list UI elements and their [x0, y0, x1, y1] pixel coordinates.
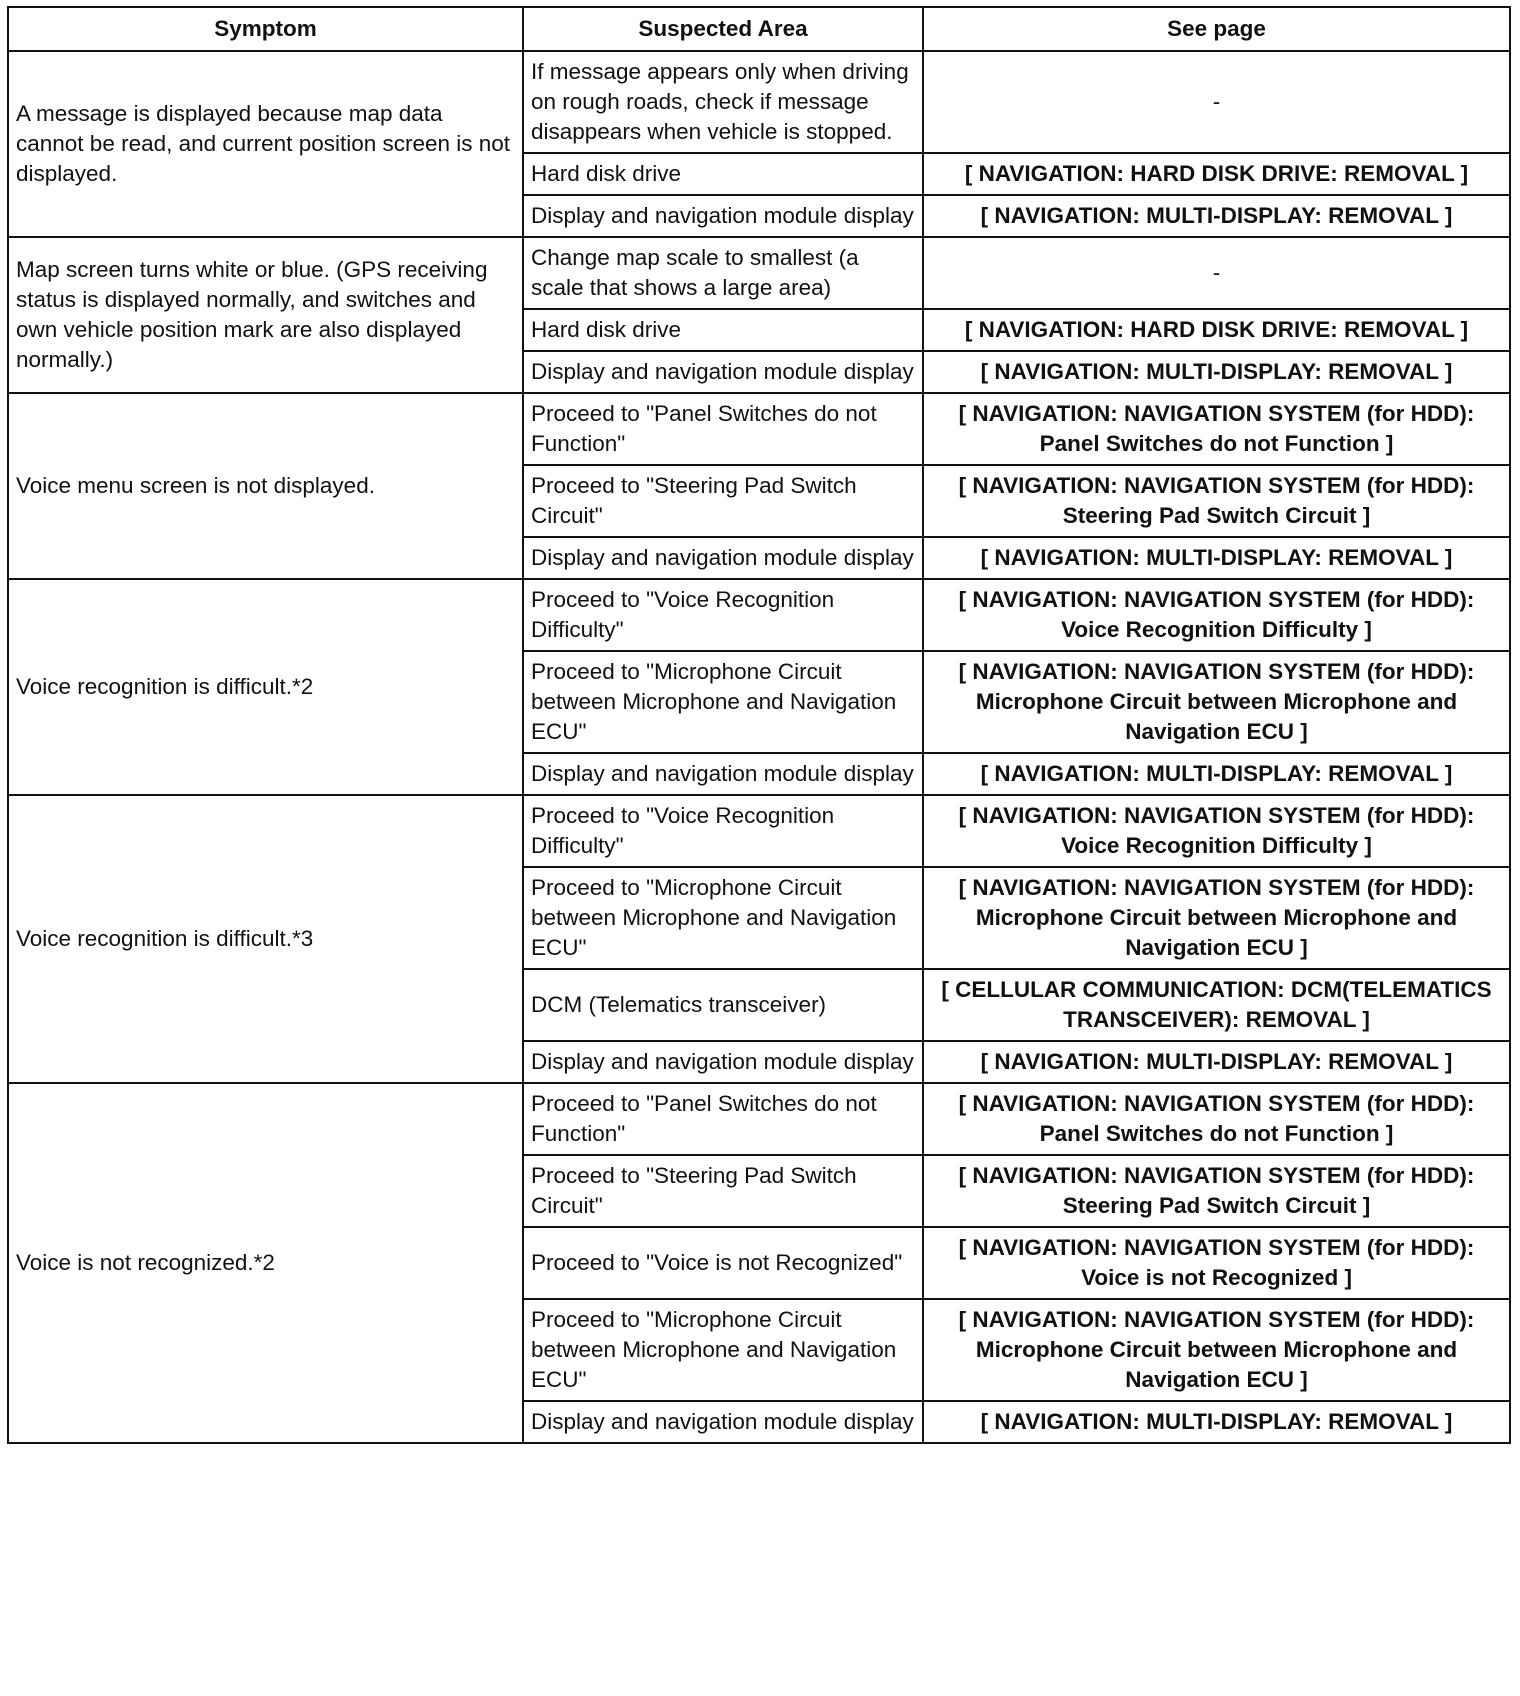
header-see-page: See page [923, 7, 1510, 51]
suspected-area-cell: Display and navigation module display [523, 1041, 923, 1083]
table-row [8, 393, 1510, 465]
table-row [8, 237, 1510, 309]
see-page-cell: [ NAVIGATION: NAVIGATION SYSTEM (for HDD): Microphone Circuit between Microphone and Navigation ECU ] [923, 867, 1510, 969]
suspected-area-cell: DCM (Telematics transceiver) [523, 969, 923, 1041]
suspected-area-cell: Proceed to "Microphone Circuit between Microphone and Navigation ECU" [523, 1299, 923, 1401]
suspected-area-cell: Proceed to "Voice Recognition Difficulty" [523, 579, 923, 651]
symptom-cell: Voice recognition is difficult.*3 [8, 795, 523, 1083]
see-page-cell: [ NAVIGATION: NAVIGATION SYSTEM (for HDD): Panel Switches do not Function ] [923, 393, 1510, 465]
see-page-cell: [ NAVIGATION: HARD DISK DRIVE: REMOVAL ] [923, 309, 1510, 351]
suspected-area-cell: Proceed to "Voice Recognition Difficulty" [523, 795, 923, 867]
table-row [8, 51, 1510, 153]
see-page-cell: [ NAVIGATION: MULTI-DISPLAY: REMOVAL ] [923, 753, 1510, 795]
suspected-area-cell: Proceed to "Microphone Circuit between Microphone and Navigation ECU" [523, 867, 923, 969]
see-page-cell: - [923, 237, 1510, 309]
see-page-cell: [ NAVIGATION: NAVIGATION SYSTEM (for HDD): Steering Pad Switch Circuit ] [923, 465, 1510, 537]
suspected-area-cell: Display and navigation module display [523, 537, 923, 579]
see-page-cell: [ NAVIGATION: NAVIGATION SYSTEM (for HDD): Microphone Circuit between Microphone and Navigation ECU ] [923, 651, 1510, 753]
symptom-cell: Voice recognition is difficult.*2 [8, 579, 523, 795]
table-row [8, 1083, 1510, 1155]
symptom-cell: A message is displayed because map data cannot be read, and current position screen is not displayed. [8, 51, 523, 237]
suspected-area-cell: Proceed to "Panel Switches do not Function" [523, 393, 923, 465]
see-page-cell: [ NAVIGATION: NAVIGATION SYSTEM (for HDD): Microphone Circuit between Microphone and Navigation ECU ] [923, 1299, 1510, 1401]
suspected-area-cell: Proceed to "Steering Pad Switch Circuit" [523, 1155, 923, 1227]
suspected-area-cell: If message appears only when driving on rough roads, check if message disappears when vehicle is stopped. [523, 51, 923, 153]
see-page-cell: - [923, 51, 1510, 153]
suspected-area-cell: Proceed to "Microphone Circuit between Microphone and Navigation ECU" [523, 651, 923, 753]
symptom-cell: Voice menu screen is not displayed. [8, 393, 523, 579]
table-row [8, 579, 1510, 651]
see-page-cell: [ NAVIGATION: NAVIGATION SYSTEM (for HDD): Voice Recognition Difficulty ] [923, 795, 1510, 867]
see-page-cell: [ NAVIGATION: MULTI-DISPLAY: REMOVAL ] [923, 1401, 1510, 1443]
suspected-area-cell: Proceed to "Voice is not Recognized" [523, 1227, 923, 1299]
see-page-cell: [ NAVIGATION: MULTI-DISPLAY: REMOVAL ] [923, 351, 1510, 393]
see-page-cell: [ NAVIGATION: MULTI-DISPLAY: REMOVAL ] [923, 537, 1510, 579]
header-row [8, 7, 1510, 51]
suspected-area-cell: Hard disk drive [523, 309, 923, 351]
table-header [8, 7, 1510, 51]
symptom-cell: Voice is not recognized.*2 [8, 1083, 523, 1443]
see-page-cell: [ NAVIGATION: NAVIGATION SYSTEM (for HDD): Panel Switches do not Function ] [923, 1083, 1510, 1155]
table-row [8, 795, 1510, 867]
suspected-area-cell: Proceed to "Panel Switches do not Function" [523, 1083, 923, 1155]
symptom-cell: Map screen turns white or blue. (GPS receiving status is displayed normally, and switches and own vehicle position mark are also displayed normally.) [8, 237, 523, 393]
suspected-area-cell: Change map scale to smallest (a scale that shows a large area) [523, 237, 923, 309]
table-body [8, 51, 1510, 1443]
see-page-cell: [ NAVIGATION: NAVIGATION SYSTEM (for HDD): Voice Recognition Difficulty ] [923, 579, 1510, 651]
see-page-cell: [ CELLULAR COMMUNICATION: DCM(TELEMATICS TRANSCEIVER): REMOVAL ] [923, 969, 1510, 1041]
see-page-cell: [ NAVIGATION: NAVIGATION SYSTEM (for HDD): Voice is not Recognized ] [923, 1227, 1510, 1299]
suspected-area-cell: Display and navigation module display [523, 753, 923, 795]
suspected-area-cell: Display and navigation module display [523, 351, 923, 393]
header-suspected-area: Suspected Area [523, 7, 923, 51]
see-page-cell: [ NAVIGATION: NAVIGATION SYSTEM (for HDD): Steering Pad Switch Circuit ] [923, 1155, 1510, 1227]
suspected-area-cell: Hard disk drive [523, 153, 923, 195]
suspected-area-cell: Proceed to "Steering Pad Switch Circuit" [523, 465, 923, 537]
problem-symptoms-table [7, 6, 1511, 1444]
suspected-area-cell: Display and navigation module display [523, 1401, 923, 1443]
see-page-cell: [ NAVIGATION: MULTI-DISPLAY: REMOVAL ] [923, 1041, 1510, 1083]
suspected-area-cell: Display and navigation module display [523, 195, 923, 237]
see-page-cell: [ NAVIGATION: MULTI-DISPLAY: REMOVAL ] [923, 195, 1510, 237]
see-page-cell: [ NAVIGATION: HARD DISK DRIVE: REMOVAL ] [923, 153, 1510, 195]
header-symptom: Symptom [8, 7, 523, 51]
